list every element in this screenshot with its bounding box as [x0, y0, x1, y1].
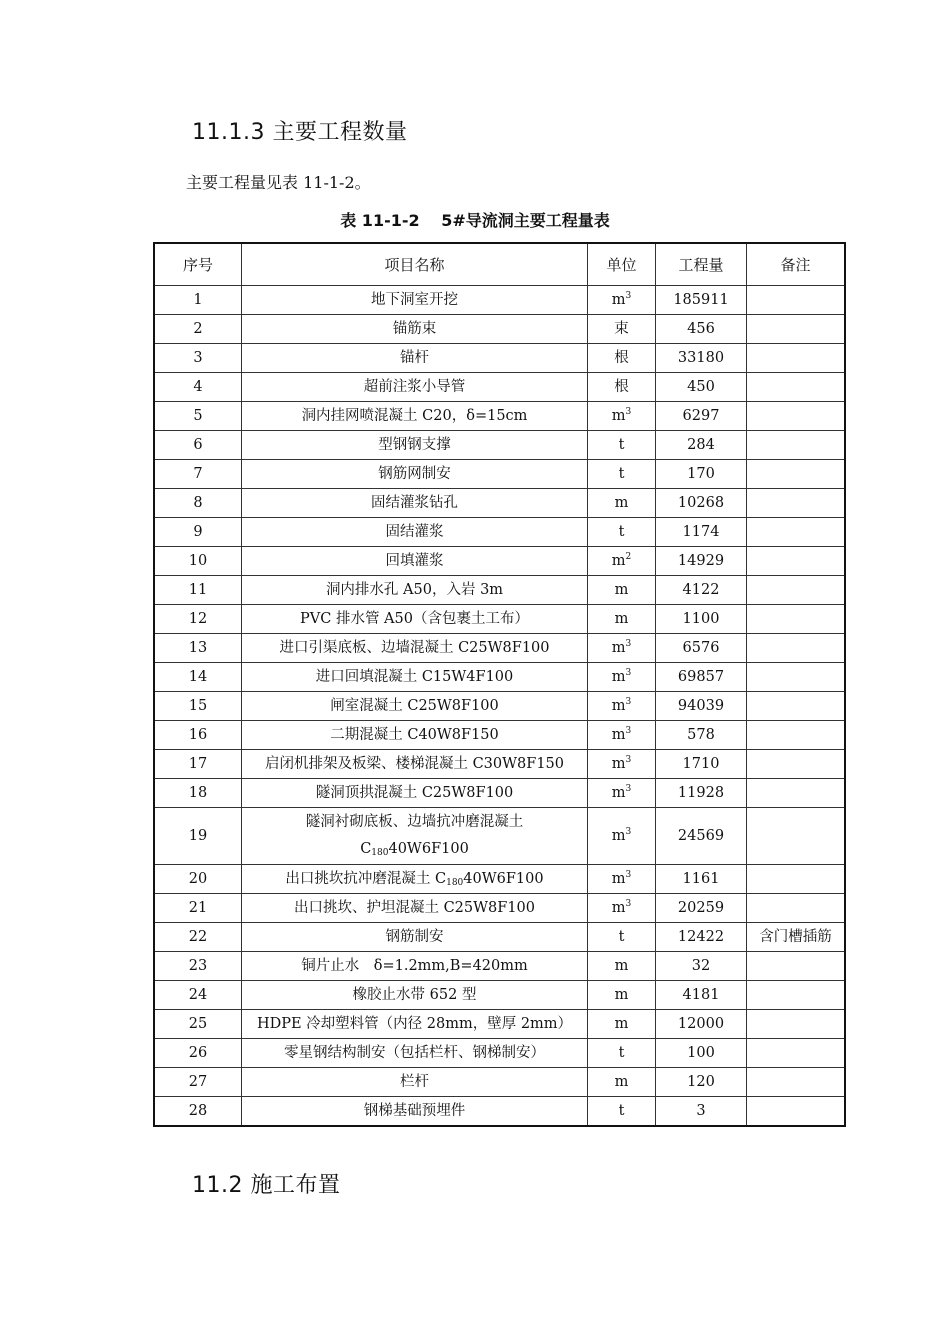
- cell-note: [747, 315, 846, 344]
- table-row: [154, 750, 845, 779]
- cell-unit: 根: [588, 373, 656, 402]
- cell-unit: $m^3$: [588, 721, 656, 750]
- header-note: 备注: [747, 243, 846, 286]
- cell-unit: m: [588, 981, 656, 1010]
- cell-note: [747, 750, 846, 779]
- cell-unit: m: [588, 1068, 656, 1097]
- cell-note: [747, 1010, 846, 1039]
- cell-unit: m: [588, 576, 656, 605]
- cell-unit: m: [588, 952, 656, 981]
- cell-name: 型钢钢支撑: [242, 431, 588, 460]
- cell-name: 地下洞室开挖: [242, 286, 588, 315]
- cell-note: [747, 402, 846, 431]
- cell-no: 2: [154, 315, 242, 344]
- cell-note: [747, 634, 846, 663]
- cell-no: 24: [154, 981, 242, 1010]
- cell-note: [747, 605, 846, 634]
- cell-note: [747, 721, 846, 750]
- cell-note: [747, 518, 846, 547]
- cell-note: [747, 808, 846, 865]
- cell-name: 橡胶止水带 652 型: [242, 981, 588, 1010]
- cell-quantity: 284: [656, 431, 747, 460]
- table-row: [154, 547, 845, 576]
- cell-note: [747, 1068, 846, 1097]
- table-row: [154, 431, 845, 460]
- cell-note: [747, 373, 846, 402]
- table-row: [154, 489, 845, 518]
- cell-no: 16: [154, 721, 242, 750]
- cell-quantity: 11928: [656, 779, 747, 808]
- cell-no: 14: [154, 663, 242, 692]
- cell-quantity: 170: [656, 460, 747, 489]
- cell-unit: m: [588, 605, 656, 634]
- cell-unit: m: [588, 1010, 656, 1039]
- cell-quantity: 120: [656, 1068, 747, 1097]
- cell-unit: $m^3$: [588, 750, 656, 779]
- cell-name: 出口挑坎、护坦混凝土 C25W8F100: [242, 894, 588, 923]
- cell-note: [747, 692, 846, 721]
- table-body: [154, 286, 845, 1127]
- cell-name: 锚筋束: [242, 315, 588, 344]
- cell-name: 钢筋制安: [242, 923, 588, 952]
- cell-name: 固结灌浆钻孔: [242, 489, 588, 518]
- cell-name: 固结灌浆: [242, 518, 588, 547]
- cell-note: [747, 576, 846, 605]
- cell-name: 钢筋网制安: [242, 460, 588, 489]
- cell-no: 18: [154, 779, 242, 808]
- cell-note: [747, 894, 846, 923]
- cell-quantity: 1161: [656, 865, 747, 894]
- cell-quantity: 450: [656, 373, 747, 402]
- cell-name: PVC 排水管 A50（含包裹土工布）: [242, 605, 588, 634]
- header-name: 项目名称: [242, 243, 588, 286]
- cell-note: [747, 431, 846, 460]
- cell-unit: $m^3$: [588, 634, 656, 663]
- cell-quantity: 33180: [656, 344, 747, 373]
- cell-no: 5: [154, 402, 242, 431]
- cell-name: 洞内挂网喷混凝土 C20，δ=15cm: [242, 402, 588, 431]
- cell-name: 超前注浆小导管: [242, 373, 588, 402]
- table-row: [154, 779, 845, 808]
- cell-quantity: 100: [656, 1039, 747, 1068]
- cell-unit: 根: [588, 344, 656, 373]
- cell-name: 栏杆: [242, 1068, 588, 1097]
- cell-quantity: 456: [656, 315, 747, 344]
- table-row: [154, 1068, 845, 1097]
- table-row: [154, 1010, 845, 1039]
- cell-quantity: 10268: [656, 489, 747, 518]
- table-row: [154, 808, 845, 865]
- cell-unit: $m^3$: [588, 779, 656, 808]
- table-row: [154, 981, 845, 1010]
- cell-note: [747, 981, 846, 1010]
- cell-quantity: 12422: [656, 923, 747, 952]
- table-row: [154, 460, 845, 489]
- table-row: [154, 1039, 845, 1068]
- cell-no: 11: [154, 576, 242, 605]
- cell-quantity: 1100: [656, 605, 747, 634]
- table-row: [154, 663, 845, 692]
- cell-no: 19: [154, 808, 242, 865]
- cell-quantity: 94039: [656, 692, 747, 721]
- cell-quantity: 3: [656, 1097, 747, 1127]
- cell-no: 12: [154, 605, 242, 634]
- table-caption: [0, 208, 950, 231]
- cell-name: 启闭机排架及板梁、楼梯混凝土 C30W8F150: [242, 750, 588, 779]
- cell-unit: $m^2$: [588, 547, 656, 576]
- cell-quantity: 4122: [656, 576, 747, 605]
- table-row: [154, 373, 845, 402]
- cell-note: [747, 489, 846, 518]
- cell-unit: 束: [588, 315, 656, 344]
- table-row: [154, 923, 845, 952]
- cell-name: 隧洞顶拱混凝土 C25W8F100: [242, 779, 588, 808]
- cell-note: 含门槽插筋: [747, 923, 846, 952]
- cell-no: 3: [154, 344, 242, 373]
- cell-unit: t: [588, 923, 656, 952]
- cell-name: 隧洞衬砌底板、边墙抗冲磨混凝土 $C_{180}40W6F100$: [242, 808, 588, 865]
- table-row: [154, 865, 845, 894]
- cell-no: 8: [154, 489, 242, 518]
- cell-unit: t: [588, 1039, 656, 1068]
- table-row: [154, 952, 845, 981]
- cell-name: 零星钢结构制安（包括栏杆、钢梯制安）: [242, 1039, 588, 1068]
- cell-no: 13: [154, 634, 242, 663]
- cell-quantity: 4181: [656, 981, 747, 1010]
- cell-no: 26: [154, 1039, 242, 1068]
- cell-quantity: 32: [656, 952, 747, 981]
- cell-note: [747, 460, 846, 489]
- cell-unit: $m^3$: [588, 808, 656, 865]
- cell-no: 17: [154, 750, 242, 779]
- table-row: [154, 344, 845, 373]
- cell-unit: $m^3$: [588, 663, 656, 692]
- cell-note: [747, 1039, 846, 1068]
- cell-quantity: 12000: [656, 1010, 747, 1039]
- cell-note: [747, 663, 846, 692]
- cell-name: 闸室混凝土 C25W8F100: [242, 692, 588, 721]
- cell-no: 28: [154, 1097, 242, 1127]
- table-header-row: [154, 243, 845, 286]
- cell-note: [747, 779, 846, 808]
- header-no: 序号: [154, 243, 242, 286]
- cell-note: [747, 344, 846, 373]
- cell-note: [747, 1097, 846, 1127]
- cell-name: 进口引渠底板、边墙混凝土 C25W8F100: [242, 634, 588, 663]
- cell-no: 27: [154, 1068, 242, 1097]
- cell-unit: m: [588, 489, 656, 518]
- quantities-table: [153, 242, 846, 1127]
- cell-no: 6: [154, 431, 242, 460]
- section-heading: 11.1.3 主要工程数量: [192, 120, 408, 145]
- cell-unit: t: [588, 460, 656, 489]
- cell-unit: t: [588, 518, 656, 547]
- cell-note: [747, 865, 846, 894]
- header-quantity: 工程量: [656, 243, 747, 286]
- cell-note: [747, 952, 846, 981]
- cell-unit: $m^3$: [588, 865, 656, 894]
- cell-name: 钢梯基础预埋件: [242, 1097, 588, 1127]
- cell-quantity: 69857: [656, 663, 747, 692]
- cell-quantity: 578: [656, 721, 747, 750]
- cell-quantity: 24569: [656, 808, 747, 865]
- cell-unit: t: [588, 1097, 656, 1127]
- cell-name: 锚杆: [242, 344, 588, 373]
- cell-quantity: 1174: [656, 518, 747, 547]
- cell-no: 9: [154, 518, 242, 547]
- cell-name: 回填灌浆: [242, 547, 588, 576]
- cell-no: 15: [154, 692, 242, 721]
- table-row: [154, 605, 845, 634]
- cell-name: 进口回填混凝土 C15W4F100: [242, 663, 588, 692]
- cell-unit: t: [588, 431, 656, 460]
- cell-name: 洞内排水孔 A50，入岩 3m: [242, 576, 588, 605]
- cell-no: 20: [154, 865, 242, 894]
- cell-no: 4: [154, 373, 242, 402]
- table-row: [154, 402, 845, 431]
- cell-no: 10: [154, 547, 242, 576]
- cell-name: HDPE 冷却塑料管（内径 28mm，壁厚 2mm）: [242, 1010, 588, 1039]
- header-unit: 单位: [588, 243, 656, 286]
- cell-unit: $m^3$: [588, 894, 656, 923]
- table-row: [154, 1097, 845, 1127]
- cell-no: 1: [154, 286, 242, 315]
- cell-note: [747, 547, 846, 576]
- cell-quantity: 1710: [656, 750, 747, 779]
- table-row: [154, 315, 845, 344]
- next-section-heading: 11.2 施工布置: [192, 1173, 341, 1198]
- cell-no: 23: [154, 952, 242, 981]
- cell-quantity: 6297: [656, 402, 747, 431]
- cell-no: 22: [154, 923, 242, 952]
- cell-unit: $m^3$: [588, 692, 656, 721]
- table-row: [154, 721, 845, 750]
- cell-name: 出口挑坎抗冲磨混凝土 $C_{180}40W6F100$: [242, 865, 588, 894]
- cell-quantity: 6576: [656, 634, 747, 663]
- cell-quantity: 14929: [656, 547, 747, 576]
- table-row: [154, 576, 845, 605]
- table-row: [154, 518, 845, 547]
- table-number: 表 11-1-2: [340, 211, 420, 230]
- table-row: [154, 692, 845, 721]
- table-title: 5#导流洞主要工程量表: [441, 211, 610, 230]
- table-row: [154, 286, 845, 315]
- table-row: [154, 894, 845, 923]
- cell-quantity: 20259: [656, 894, 747, 923]
- cell-name: 二期混凝土 C40W8F150: [242, 721, 588, 750]
- cell-no: 21: [154, 894, 242, 923]
- cell-quantity: 185911: [656, 286, 747, 315]
- cell-unit: $m^3$: [588, 402, 656, 431]
- cell-no: 25: [154, 1010, 242, 1039]
- intro-paragraph: 主要工程量见表 11-1-2。: [186, 173, 371, 192]
- cell-no: 7: [154, 460, 242, 489]
- cell-unit: $m^3$: [588, 286, 656, 315]
- table-row: [154, 634, 845, 663]
- cell-name: 铜片止水 δ=1.2mm,B=420mm: [242, 952, 588, 981]
- cell-note: [747, 286, 846, 315]
